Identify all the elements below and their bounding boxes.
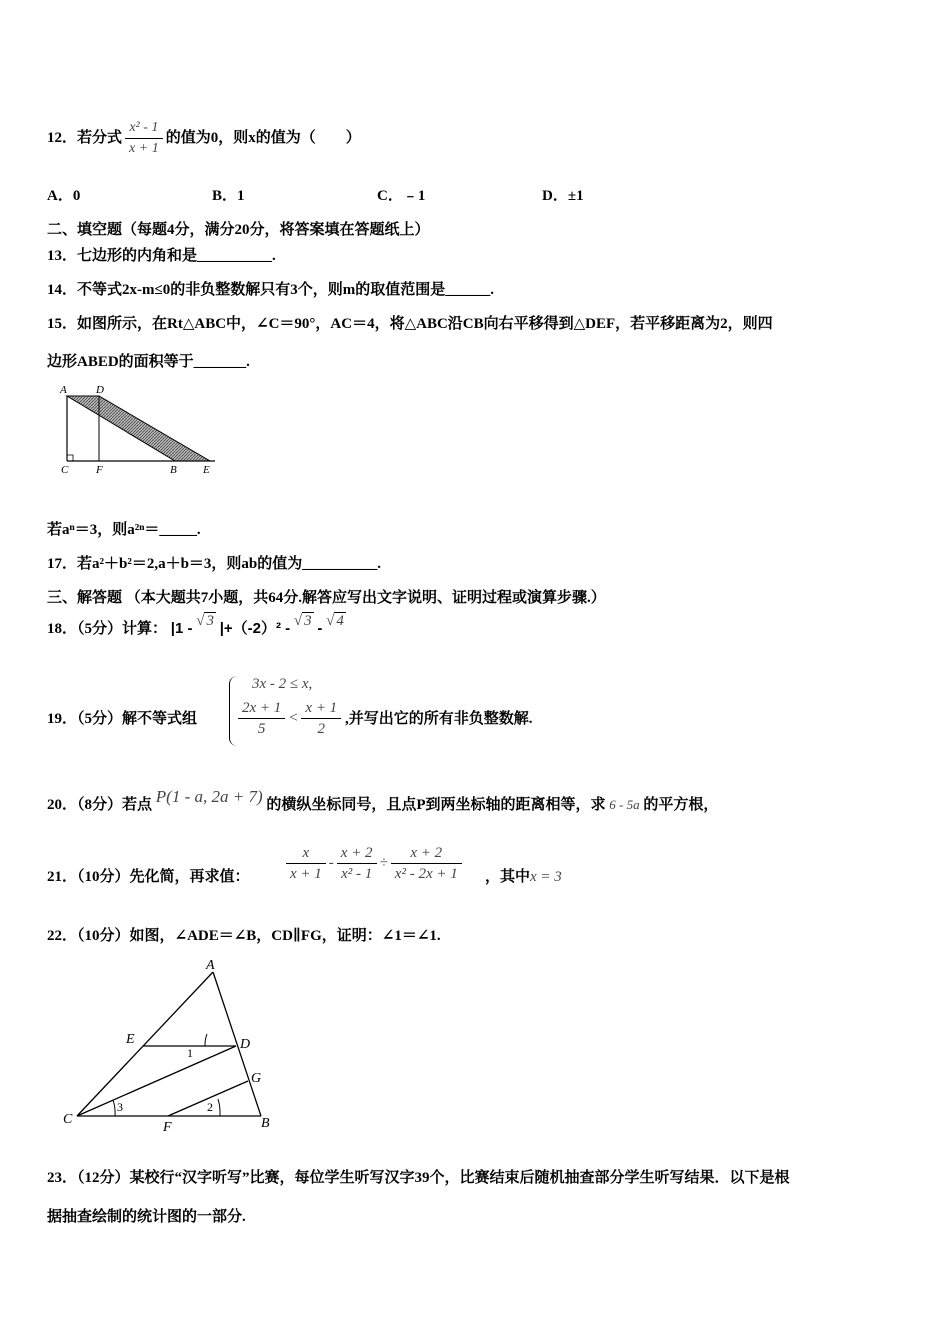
denominator: x + 1 [290, 866, 322, 882]
section-2-heading: 二、填空题（每题4分，满分20分，将答案填在答题纸上） [47, 222, 430, 238]
numerator: x + 2 [391, 843, 462, 864]
label-f: F [163, 1120, 172, 1135]
q12-option-b: B．1 [212, 188, 245, 204]
q12-option-a: A．0 [47, 188, 81, 204]
expression [283, 843, 465, 884]
angle-2-label: 2 [207, 1100, 213, 1114]
numerator: 2x + 1 [238, 698, 285, 719]
question-22: 22．（10分）如图，∠ADE＝∠B，CD∥FG，证明：∠1＝∠1. [47, 928, 441, 944]
radicand: 3 [206, 613, 214, 629]
question-18 [47, 613, 346, 639]
question-text: ，其中 [485, 869, 531, 885]
q12-option-d: D．±1 [542, 188, 584, 204]
math-expression: |+（-2）² - [219, 620, 291, 637]
condition: x = 3 [530, 869, 562, 885]
denominator: x² - 1 [341, 866, 373, 882]
question-number: 12． [47, 129, 78, 146]
question-number: 18． [47, 621, 78, 637]
radicand: 4 [336, 613, 344, 629]
label-f: F [96, 464, 103, 476]
denominator: 2 [317, 721, 326, 737]
question-16: 若aⁿ＝3，则a²ⁿ＝_____. [47, 522, 201, 538]
label-c: C [61, 464, 69, 476]
angle-1-label: 1 [187, 1046, 193, 1060]
label-b: B [170, 464, 177, 476]
figure-22-triangle [55, 955, 295, 1135]
operator: < [288, 709, 299, 726]
question-text: （5分）解不等式组 [77, 711, 198, 727]
point-p: P(1 - a, 2a + 7) [155, 787, 263, 806]
label-e: E [126, 1032, 135, 1047]
label-a: A [60, 384, 67, 396]
math-expression: |1 - [170, 620, 193, 637]
label-g: G [251, 1071, 262, 1086]
inequality-1: 3x - 2 ≤ x, [252, 676, 313, 692]
math-expression: 6 - 5a [609, 797, 640, 812]
question-text: （10分）先化简，再求值： [77, 869, 250, 885]
math-expression: - [317, 620, 323, 637]
label-d: D [96, 384, 104, 396]
label-d: D [240, 1037, 251, 1052]
denominator: x² - 2x + 1 [394, 866, 458, 882]
question-number: 20． [47, 797, 78, 813]
question-text: 的横纵坐标同号，且点P到两坐标轴的距离相等，求 [266, 797, 606, 813]
question-text: ,并写出它的所有非负整数解. [345, 711, 533, 727]
q12-option-c: C．﹣1 [377, 188, 426, 204]
question-text: （5分）计算： [77, 621, 168, 637]
question-text: 的值为0，则x的值为（ ） [165, 129, 361, 146]
label-b: B [261, 1116, 270, 1131]
radicand: 3 [304, 613, 312, 629]
label-a: A [206, 958, 215, 973]
question-14: 14．不等式2x-m≤0的非负整数解只有3个，则m的取值范围是______. [47, 282, 494, 298]
denominator: x + 1 [129, 141, 159, 156]
numerator: x + 1 [301, 698, 341, 719]
numerator: x² - 1 [125, 118, 163, 139]
fraction [125, 118, 163, 159]
question-number: 21． [47, 869, 78, 885]
sqrt-4: √ 4 [326, 613, 344, 629]
figure-15-triangle-translation [55, 382, 225, 477]
question-15-line-2: 边形ABED的面积等于_______. [47, 354, 250, 370]
question-23-line-1: 23．（12分）某校行“汉字听写”比赛，每位学生听写汉字39个，比赛结束后随机抽查部分学生听写结果．以下是根 [47, 1170, 790, 1186]
question-23-line-2: 据抽查绘制的统计图的一部分. [47, 1209, 246, 1225]
denominator: 5 [257, 721, 266, 737]
question-number: 19． [47, 711, 78, 727]
angle-3-label: 3 [117, 1100, 123, 1114]
numerator: x [286, 843, 326, 864]
question-20 [47, 787, 719, 815]
sqrt-3: √ 3 [293, 613, 312, 629]
label-c: C [63, 1112, 73, 1127]
operator: - [328, 854, 334, 871]
question-17: 17．若a²＋b²＝2,a＋b＝3，则ab的值为__________. [47, 556, 382, 572]
question-12 [47, 118, 361, 159]
question-text: （8分）若点 [77, 797, 153, 813]
question-text: 若分式 [77, 129, 123, 146]
section-3-heading: 三、解答题 （本大题共7小题，共64分.解答应写出文字说明、证明过程或演算步骤.） [47, 590, 606, 606]
inequality-2 [235, 698, 344, 739]
question-text: 的平方根， [643, 797, 719, 813]
label-e: E [203, 464, 210, 476]
question-13: 13．七边形的内角和是__________. [47, 248, 276, 264]
sqrt-3: √ 3 [196, 613, 214, 629]
numerator: x + 2 [337, 843, 377, 864]
question-15-line-1: 15．如图所示，在Rt△ABC中，∠C＝90°，AC＝4，将△ABC沿CB向右平移得到△DEF，若平移距离为2，则四 [47, 316, 773, 332]
operator: ÷ [379, 854, 388, 871]
